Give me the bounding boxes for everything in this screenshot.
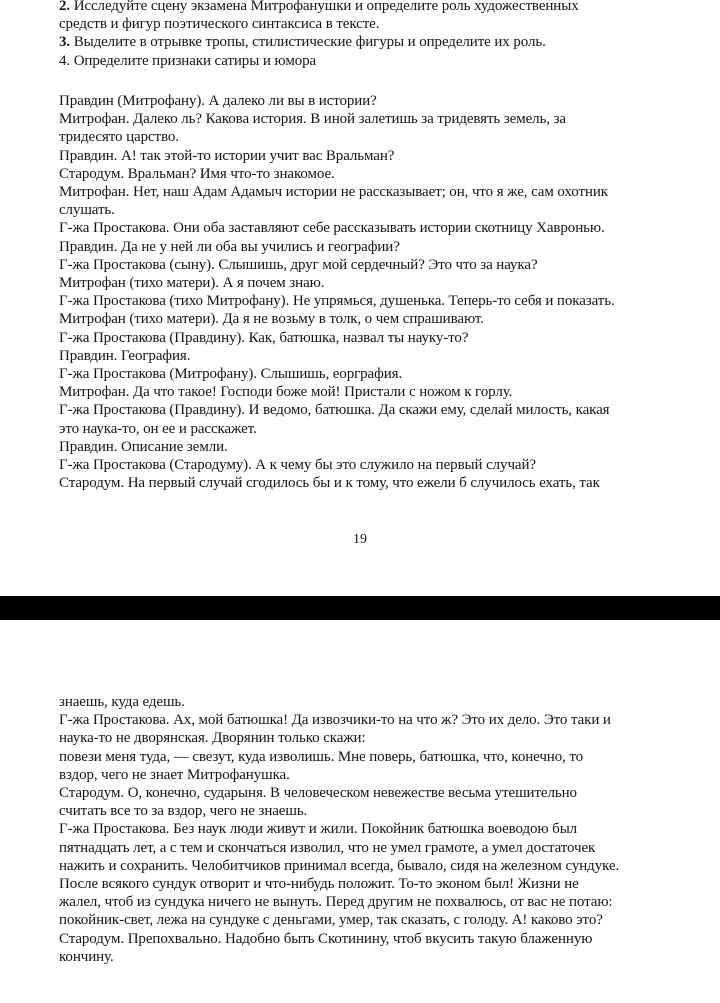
text-line: вздор, чего не знает Митрофанушка. bbox=[59, 766, 290, 783]
page-bottom bbox=[0, 620, 720, 1003]
task-list bbox=[59, 0, 699, 70]
text-line: Митрофан (тихо матери). А я почем знаю. bbox=[59, 275, 325, 292]
text-line: пятнадцать лет, а с тем и скончаться изволил, что не умел грамоте, а умел достаточек bbox=[59, 839, 596, 856]
task-line bbox=[59, 15, 699, 33]
task-number: 3. bbox=[59, 34, 71, 51]
text-line: Правдин. География. bbox=[59, 347, 191, 364]
task-number: 2. bbox=[59, 0, 71, 14]
text-line: Стародум. На первый случай сгодилось бы и к тому, что ежели б случилось ехать, так bbox=[59, 475, 600, 492]
text-line: Стародум. О, конечно, сударыня. В человеческом невежестве весьма утешительно bbox=[59, 785, 577, 802]
text-line: Стародум. Вральман? Имя что-то знакомое. bbox=[59, 165, 335, 182]
text-line: Г-жа Простакова. Без наук люди живут и жили. Покойник батюшка воеводою был bbox=[59, 821, 578, 838]
text-line: Митрофан (тихо матери). Да я не возьму в толк, о чем спрашивают. bbox=[59, 311, 484, 328]
text-line: Г-жа Простакова (Стародуму). А к чему бы это служило на первый случай? bbox=[59, 457, 536, 474]
dialogue-block bbox=[59, 92, 699, 492]
text-line: Правдин (Митрофану). А далеко ли вы в истории? bbox=[59, 93, 377, 109]
task-text: 4. Определите признаки сатиры и юмора bbox=[59, 52, 317, 69]
text-line: Правдин. Описание земли. bbox=[59, 438, 228, 455]
text-line: знаешь, куда едешь. bbox=[59, 694, 185, 710]
text-line: Г-жа Простакова (тихо Митрофану). Не упрямься, душенька. Теперь-то себя и показать. bbox=[59, 293, 615, 310]
text-line: повези меня туда, — свезут, куда изволишь. Мне поверь, батюшка, что, конечно, то bbox=[59, 748, 584, 765]
task-text: средств и фигур поэтического синтаксиса в тексте. bbox=[59, 16, 380, 33]
text-line: Стародум. Препохвально. Надобно быть Скотинину, чтоб вкусить такую блаженную bbox=[59, 930, 593, 947]
text-line: После всякого сундук отворит и что-нибудь положит. То-то эконом был! Жизни не bbox=[59, 876, 579, 893]
text-line: это наука-то, он ее и расскажет. bbox=[59, 420, 257, 437]
text-line: Г-жа Простакова (Митрофану). Слышишь, еорграфия. bbox=[59, 366, 403, 383]
task-text: Исследуйте сцену экзамена Митрофанушки и определите роль художественных bbox=[70, 0, 579, 14]
task-line bbox=[59, 33, 699, 51]
text-line: Г-жа Простакова. Ах, мой батюшка! Да извозчики-то на что ж? Это их дело. Это таки и bbox=[59, 712, 611, 729]
text-line: Г-жа Простакова (сыну). Слышишь, друг мой сердечный? Это что за наука? bbox=[59, 256, 538, 273]
task-line bbox=[59, 0, 699, 15]
page-number: 19 bbox=[353, 532, 367, 547]
text-line: Правдин. А! так этой-то истории учит вас Вральман? bbox=[59, 147, 395, 164]
text-line: кончину. bbox=[59, 948, 114, 965]
page-separator bbox=[0, 596, 720, 620]
text-line: Г-жа Простакова (Правдину). И ведомо, батюшка. Да скажи ему, сделай милость, какая bbox=[59, 402, 610, 419]
text-line: жалел, чтоб из сундука ничего не вынуть. Перед другим не похвалюсь, от вас не потаю: bbox=[59, 894, 613, 911]
task-line bbox=[59, 52, 699, 70]
task-text: Выделите в отрывке тропы, стилистические фигуры и определите их роль. bbox=[70, 34, 546, 51]
text-line: слушать. bbox=[59, 202, 115, 219]
text-line: Митрофан. Нет, наш Адам Адамыч истории не рассказывает; он, что я же, сам охотник bbox=[59, 184, 608, 201]
text-line: Митрофан. Далеко ль? Какова история. В иной залетишь за тридевять земель, за bbox=[59, 111, 566, 128]
text-line: считать все то за вздор, чего не знаешь. bbox=[59, 803, 308, 820]
text-line: Правдин. Да не у ней ли оба вы учились и географии? bbox=[59, 238, 400, 255]
text-line: нажить и сохранить. Челобитчиков принимал всегда, бывало, сидя на железном сундуке. bbox=[59, 857, 620, 874]
text-line: Митрофан. Да что такое! Господи боже мой! Пристали с ножом к горлу. bbox=[59, 384, 513, 401]
text-line: покойник-свет, лежа на сундуке с деньгами, умер, так сказать, с голоду. А! каково это? bbox=[59, 912, 603, 929]
text-line: наука-то не дворянская. Дворянин только скажи: bbox=[59, 730, 366, 747]
text-line: Г-жа Простакова (Правдину). Как, батюшка, назвал ты науку-то? bbox=[59, 329, 469, 346]
dialogue-block-continued bbox=[59, 693, 699, 966]
text-line: Г-жа Простакова. Они оба заставляют себе рассказывать истории скотницу Хавронью. bbox=[59, 220, 605, 237]
text-line: тридесято царство. bbox=[59, 129, 179, 146]
